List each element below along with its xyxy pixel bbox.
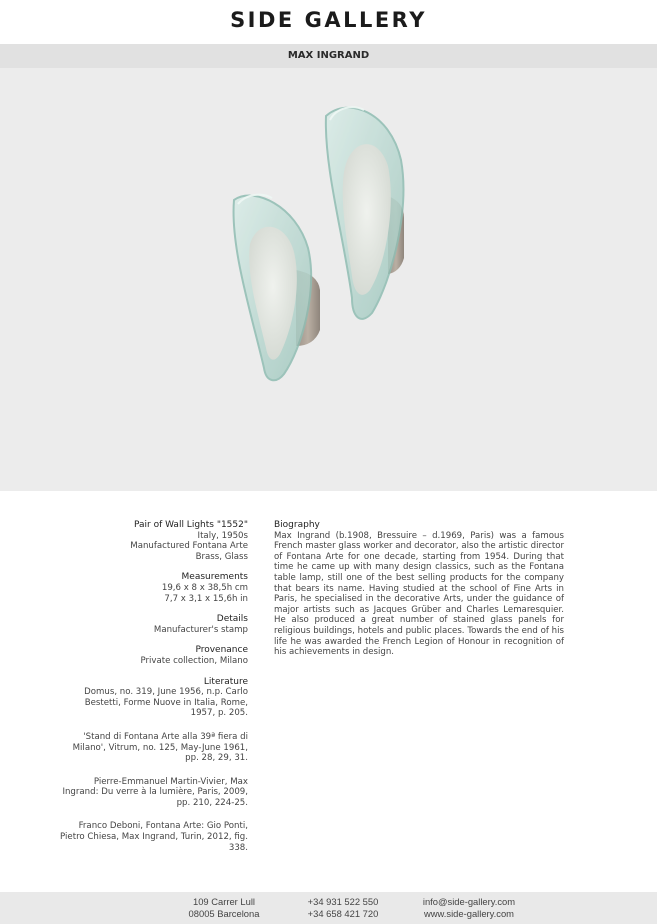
details-heading: Details [216,614,248,625]
literature-item: Franco Deboni, Fontana Arte: Gio Ponti, Pietro Chiesa, Max Ingrand, Turin, 2012, fig. 338. [60,821,248,853]
measurements-cm: 19,6 x 8 x 38,5h cm [161,582,248,593]
provenance-heading: Provenance [195,645,248,656]
product-photo [0,68,657,491]
email-link[interactable]: info@side-gallery.com [422,896,516,907]
measurements-heading: Measurements [181,572,248,583]
address-line: 08005 Barcelona [188,908,260,919]
literature-item: Domus, no. 319, June 1956, n.p. Carlo Bestetti, Forme Nuove in Italia, Rome, 1957, p. 205. [84,687,248,719]
biography-text: Max Ingrand (b.1908, Bressuire – d.1969, Paris) was a famous French master glass worker and decorator, also the artistic director of Fontana Arte for one decade, starting from 1954. During that time he came up with many design classics, such as the Fontana table lamp, still one of the best selling products for the company that bears its name. Having studied at the school of Fine Arts in Paris, he specialised in the decorative Arts, under the guidance of major artists such as Jacques Grüber and Charles Lemaresquier. He also produced a great number of stained glass panels for religious buildings, hotels and public places. Towards the end of his life he was awarded the French Legion of Honour in recognition of his achievements in design. [274,530,564,658]
literature-item: 'Stand di Fontana Arte alla 39ª fiera di Milano', Vitrum, no. 125, May-June 1961, pp. 28, 29, 31. [72,731,248,764]
brand-logo[interactable]: SIDE GALLERY [230,8,427,32]
designer-name: MAX INGRAND [287,50,370,61]
phone-link[interactable]: +34 931 522 550 [307,896,379,907]
product-title: Pair of Wall Lights "1552" [133,520,248,530]
biography [274,520,564,658]
footer-address [186,896,262,920]
wall-light-right [326,107,404,319]
wall-light-left [234,195,320,381]
product-materials: Brass, Glass [195,551,248,562]
footer [0,892,657,924]
footer-contact [419,896,519,920]
details-text: Manufacturer's stamp [153,624,248,635]
header [0,0,657,44]
product-manufacturer: Manufactured Fontana Arte [130,541,248,552]
biography-heading: Biography [274,520,320,530]
website-link[interactable]: www.side-gallery.com [424,908,514,919]
literature-heading: Literature [203,676,248,687]
literature-item: Pierre-Emmanuel Martin-Vivier, Max Ingrand: Du verre à la lumière, Paris, 2009, pp. 210, 224-25. [62,776,248,808]
phone-link[interactable]: +34 658 421 720 [307,908,379,919]
provenance-text: Private collection, Milano [140,655,248,666]
designer-bar [0,44,657,68]
address-line: 109 Carrer Lull [192,896,255,907]
product-origin: Italy, 1950s [197,530,248,541]
measurements-in: 7,7 x 3,1 x 15,6h in [164,593,248,604]
footer-phones [300,896,386,920]
product-details [60,520,248,853]
